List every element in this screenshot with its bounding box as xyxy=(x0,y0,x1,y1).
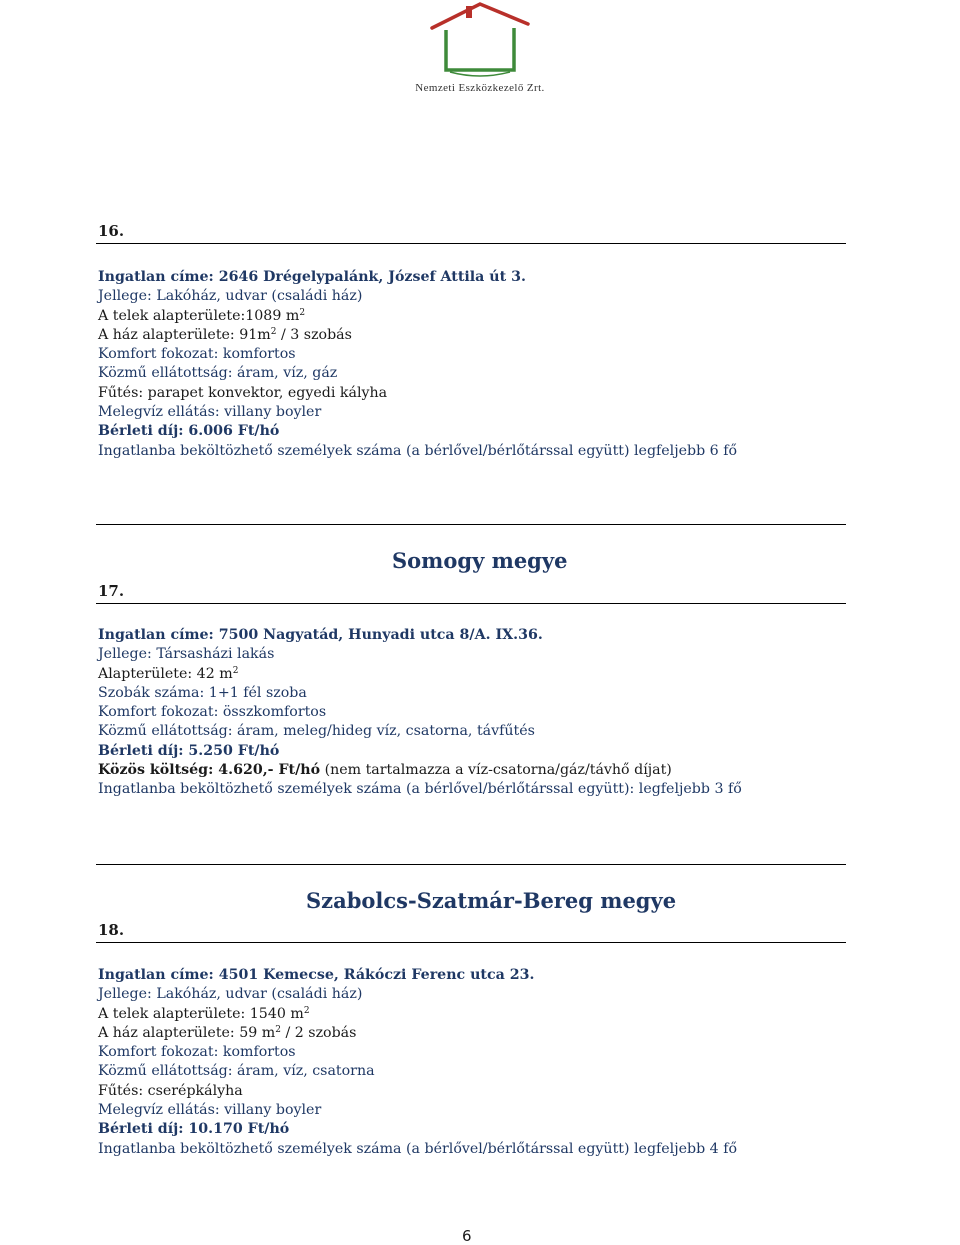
property-16 xyxy=(98,268,737,461)
hot-water-line: Melegvíz ellátás: villany boyler xyxy=(98,1102,322,1119)
address-line: Ingatlan címe: 2646 Drégelypalánk, József Attila út 3. xyxy=(98,269,526,285)
address-line: Ingatlan címe: 4501 Kemecse, Rákóczi Ferenc utca 23. xyxy=(98,967,535,983)
rent-line: Bérleti díj: 10.170 Ft/hó xyxy=(98,1121,290,1138)
logo-text: Nemzeti Eszközkezelő Zrt. xyxy=(415,82,545,94)
comfort-line: Komfort fokozat: komfortos xyxy=(98,346,296,363)
county-heading: Somogy megye xyxy=(392,548,568,573)
plot-area-line: A telek alapterülete: 1540 $m^2$ xyxy=(98,1005,310,1022)
hot-water-line: Melegvíz ellátás: villany boyler xyxy=(98,404,322,421)
property-18 xyxy=(98,966,737,1159)
house-area-line: A ház alapterülete: 59 $m^2 / 2$ szobás xyxy=(98,1024,357,1041)
rent-line: Bérleti díj: 6.006 Ft/hó xyxy=(98,423,280,440)
utilities-line: Közmű ellátottság: áram, víz, gáz xyxy=(98,365,338,382)
utilities-line: Közmű ellátottság: áram, meleg/hideg víz, csatorna, távfűtés xyxy=(98,723,535,740)
divider xyxy=(96,864,846,865)
comfort-line: Komfort fokozat: összkomfortos xyxy=(98,704,327,721)
heating-line: Fűtés: parapet konvektor, egyedi kályha xyxy=(98,384,388,401)
type-line: Jellege: Társasházi lakás xyxy=(98,646,275,663)
divider xyxy=(96,243,846,244)
divider xyxy=(96,603,846,604)
area-line: Alapterülete: 42 $m^2$ xyxy=(98,665,239,682)
company-logo xyxy=(380,0,580,100)
type-line: Jellege: Lakóház, udvar (családi ház) xyxy=(98,986,363,1003)
divider xyxy=(96,524,846,525)
section-number: 17. xyxy=(98,582,125,600)
section-number: 18. xyxy=(98,921,125,939)
section-number: 16. xyxy=(98,222,125,240)
property-17 xyxy=(98,626,742,800)
address-line: Ingatlan címe: 7500 Nagyatád, Hunyadi utca 8/A. IX.36. xyxy=(98,627,543,643)
occupants-line: Ingatlanba beköltözhető személyek száma (a bérlővel/bérlőtárssal együtt) legfeljebb 4 fő xyxy=(98,1140,738,1157)
divider xyxy=(96,942,846,943)
plot-area-line: A telek alapterülete:1089 $m^2$ xyxy=(98,307,306,324)
rent-line: Bérleti díj: 5.250 Ft/hó xyxy=(98,742,280,759)
house-area-line: A ház alapterülete: $91m^2 / 3$ szobás xyxy=(98,326,352,343)
county-heading: Szabolcs-Szatmár-Bereg megye xyxy=(306,888,677,913)
house-logo-icon xyxy=(420,0,540,80)
occupants-line: Ingatlanba beköltözhető személyek száma (a bérlővel/bérlőtárssal együtt) legfeljebb 6 fő xyxy=(98,442,738,459)
rooms-line: Szobák száma: 1+1 fél szoba xyxy=(98,684,307,701)
page-number: 6 xyxy=(462,1227,472,1245)
heating-line: Fűtés: cserépkályha xyxy=(98,1082,243,1099)
occupants-line: Ingatlanba beköltözhető személyek száma (a bérlővel/bérlőtárssal együtt): legfeljebb 3 fő xyxy=(98,781,742,798)
type-line: Jellege: Lakóház, udvar (családi ház) xyxy=(98,288,363,305)
comfort-line: Komfort fokozat: komfortos xyxy=(98,1044,296,1061)
utilities-line: Közmű ellátottság: áram, víz, csatorna xyxy=(98,1063,375,1080)
common-cost-line: Közös költség: 4.620,- Ft/hó (nem tartalmazza a víz-csatorna/gáz/távhő díjat) xyxy=(98,762,672,779)
